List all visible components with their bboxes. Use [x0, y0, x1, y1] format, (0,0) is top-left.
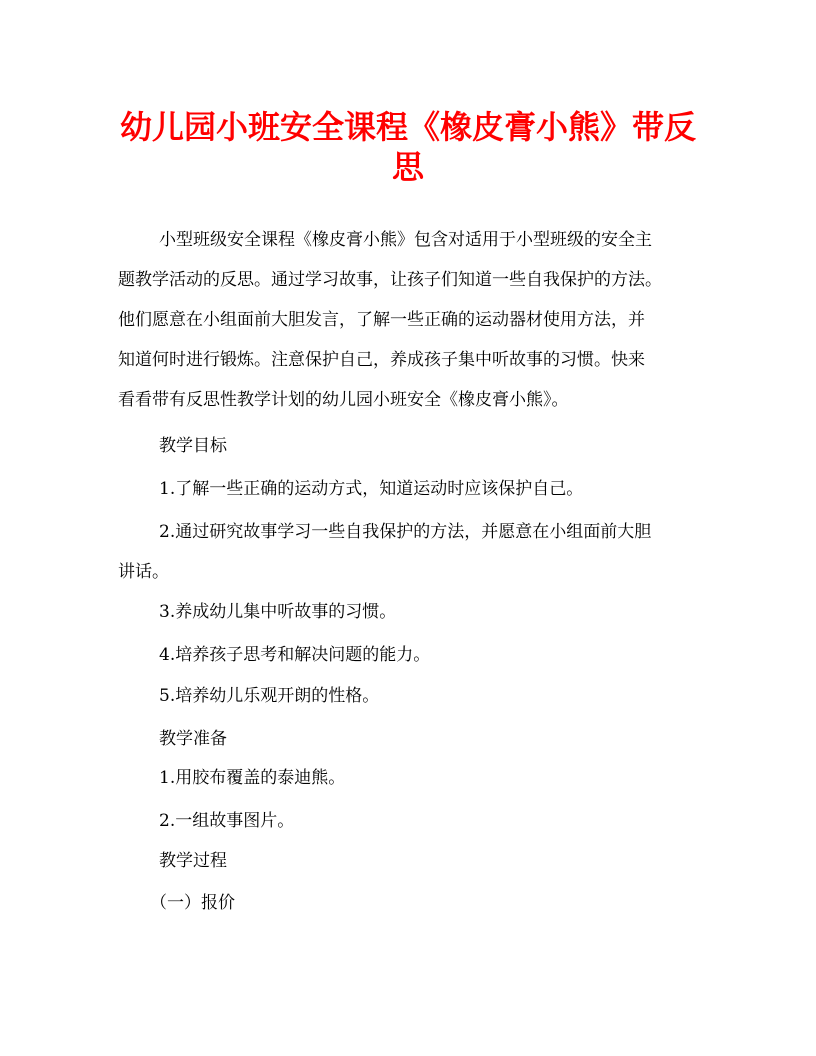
- intro-paragraph-line-3: 他们愿意在小组面前大胆发言，了解一些正确的运动器材使用方法，并: [118, 310, 645, 330]
- intro-paragraph-line-5: 看看带有反思性教学计划的幼儿园小班安全《橡皮膏小熊》。: [118, 390, 569, 410]
- preparation-heading: 教学准备: [159, 729, 227, 749]
- goals-heading: 教学目标: [159, 436, 227, 456]
- process-heading: 教学过程: [159, 851, 227, 871]
- goal-item-1: 1.了解一些正确的运动方式，知道运动时应该保护自己。: [159, 479, 584, 499]
- document-title: 幼儿园小班安全课程《橡皮膏小熊》带反: [119, 108, 696, 146]
- intro-paragraph-line-2: 题教学活动的反思。通过学习故事，让孩子们知道一些自我保护的方法。: [118, 270, 662, 290]
- goal-item-2: 2.通过研究故事学习一些自我保护的方法，并愿意在小组面前大胆: [159, 522, 652, 542]
- document-title-continued: 思: [391, 148, 424, 186]
- goal-item-3: 3.养成幼儿集中听故事的习惯。: [159, 602, 397, 622]
- goal-item-2-continued: 讲话。: [118, 562, 169, 582]
- process-step-1: （一）报价: [150, 893, 235, 913]
- preparation-item-1: 1.用胶布覆盖的泰迪熊。: [159, 768, 346, 788]
- intro-paragraph-line-1: 小型班级安全课程《橡皮膏小熊》包含对适用于小型班级的安全主: [159, 230, 652, 250]
- intro-paragraph-line-4: 知道何时进行锻炼。注意保护自己，养成孩子集中听故事的习惯。快来: [118, 350, 645, 370]
- goal-item-5: 5.培养幼儿乐观开朗的性格。: [159, 686, 380, 706]
- goal-item-4: 4.培养孩子思考和解决问题的能力。: [159, 645, 431, 665]
- preparation-item-2: 2.一组故事图片。: [159, 811, 295, 831]
